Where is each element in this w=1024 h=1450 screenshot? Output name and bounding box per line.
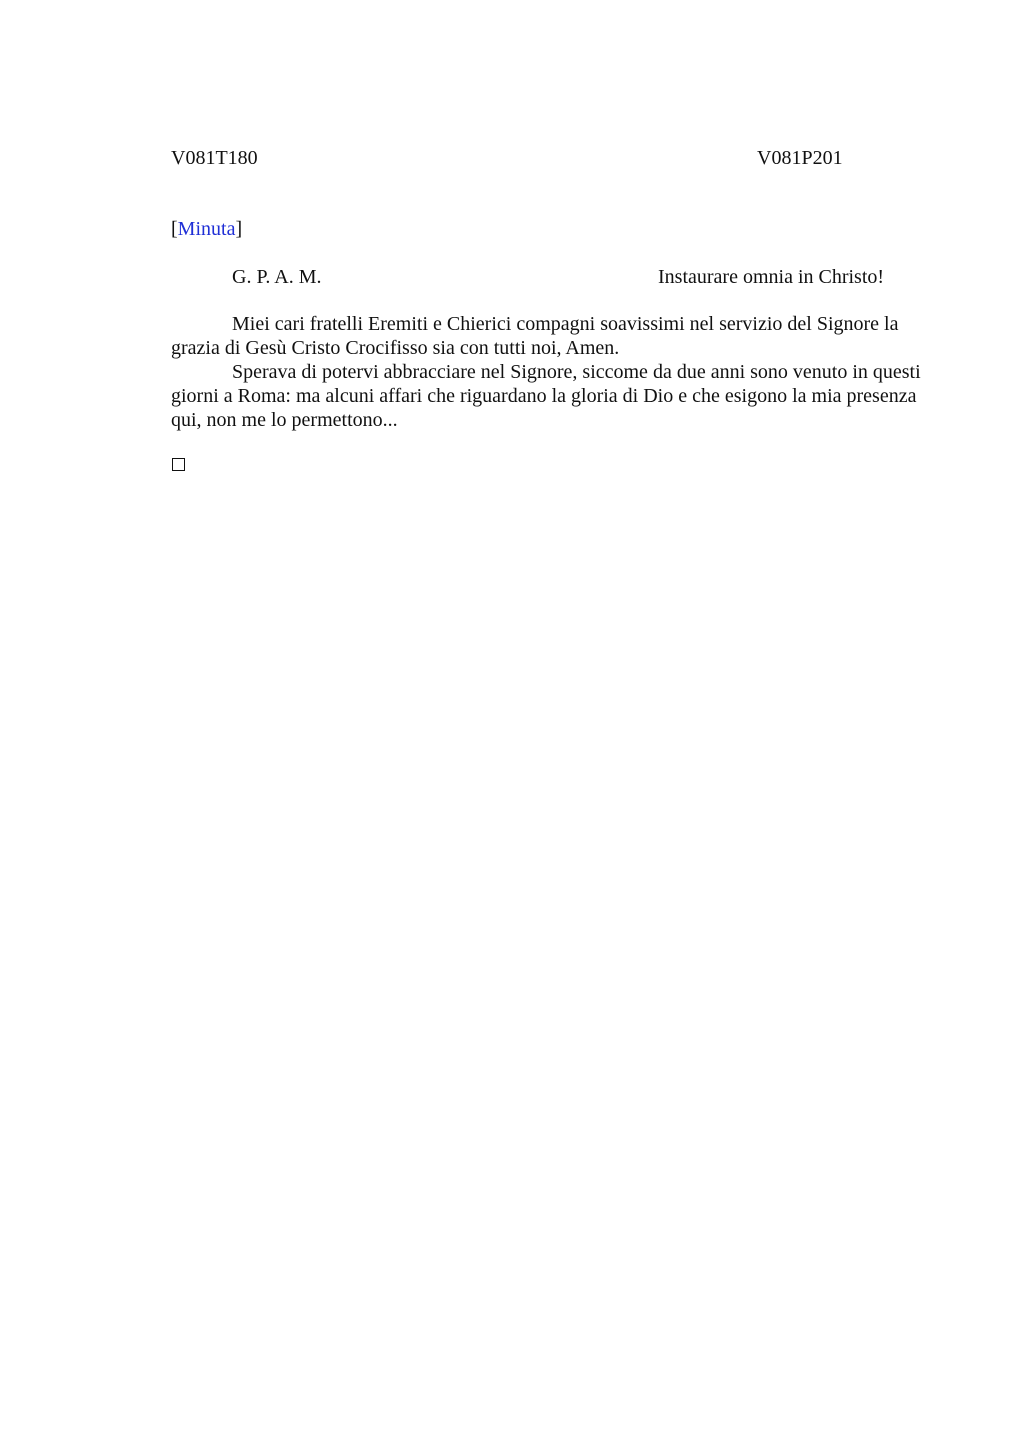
close-bracket: ] (235, 218, 243, 240)
heading-motto: Instaurare omnia in Christo! (658, 266, 885, 288)
letter-body (171, 312, 931, 432)
document-code-left: V081T180 (171, 147, 258, 169)
letter-paragraph: Sperava di potervi abbracciare nel Signore, siccome da due anni sono venuto in questi giorni a Roma: ma alcuni affari che riguardano la gloria di Dio e che esigono la mia presenza qui, non me lo permettono... (171, 361, 921, 431)
open-bracket: [ (171, 218, 178, 240)
letter-paragraph: Miei cari fratelli Eremiti e Chierici compagni soavissimi nel servizio del Signore la grazia di Gesù Cristo Crocifisso sia con tutti noi, Amen. (171, 313, 899, 359)
minuta-link[interactable]: Minuta (177, 218, 236, 240)
document-code-right: V081P201 (757, 147, 843, 169)
heading-initials: G. P. A. M. (232, 266, 322, 288)
empty-square-icon (172, 458, 185, 471)
minuta-label-line (171, 217, 242, 241)
